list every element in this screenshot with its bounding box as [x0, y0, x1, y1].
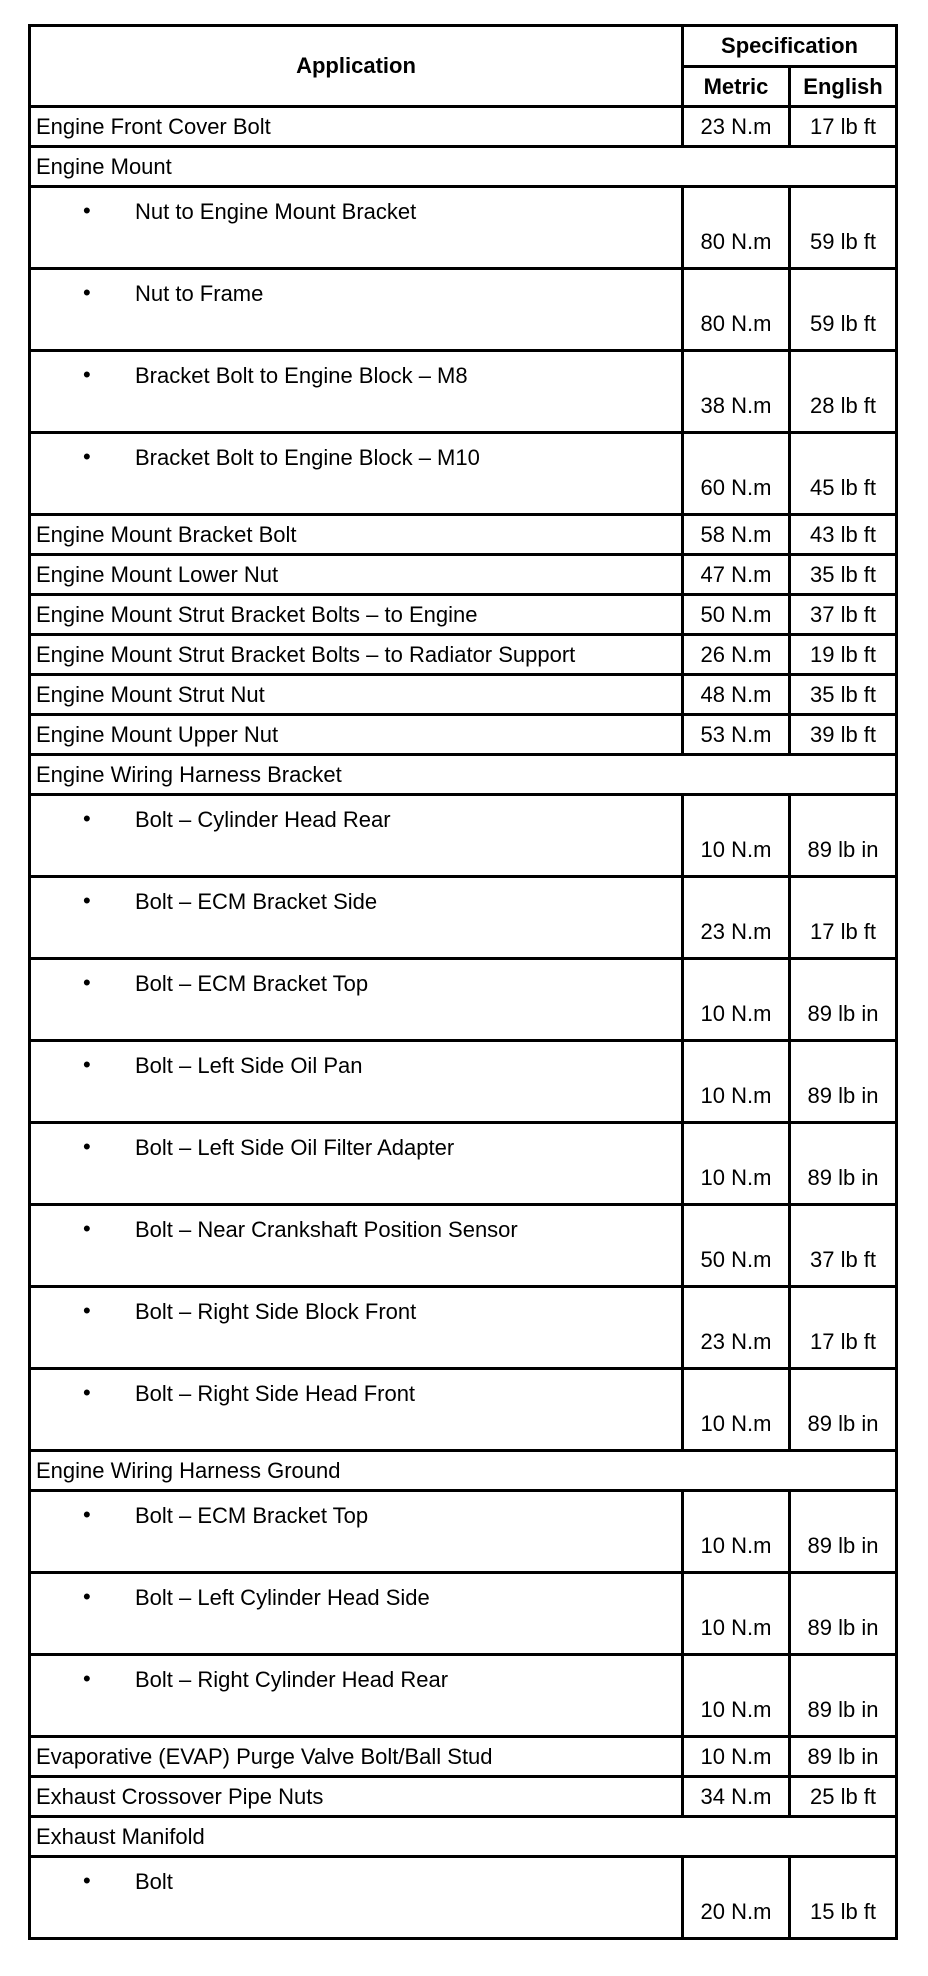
- english-cell: 89 lb in: [790, 1369, 897, 1451]
- table-row: [30, 1041, 897, 1123]
- metric-cell: 10 N.m: [683, 1491, 790, 1573]
- table-row: [30, 515, 897, 555]
- metric-cell: 50 N.m: [683, 595, 790, 635]
- application-text: Bolt – Left Side Oil Pan: [135, 1053, 363, 1078]
- application-text: Bolt – Cylinder Head Rear: [135, 807, 391, 832]
- application-text: Bolt – ECM Bracket Side: [135, 889, 378, 914]
- table-row: [30, 433, 897, 515]
- application-cell: [30, 1287, 683, 1369]
- table-row: [30, 269, 897, 351]
- header-specification: Specification: [683, 26, 897, 67]
- application-text: Bolt – Right Side Head Front: [135, 1381, 416, 1406]
- header-application: Application: [30, 26, 683, 107]
- english-cell: 89 lb in: [790, 1123, 897, 1205]
- application-cell: Evaporative (EVAP) Purge Valve Bolt/Ball Stud: [30, 1737, 683, 1777]
- english-cell: 89 lb in: [790, 1737, 897, 1777]
- english-cell: 17 lb ft: [790, 107, 897, 147]
- bullet-icon: •: [83, 1298, 91, 1323]
- english-cell: 59 lb ft: [790, 187, 897, 269]
- english-cell: 89 lb in: [790, 959, 897, 1041]
- bullet-icon: •: [83, 1502, 91, 1527]
- metric-cell: 10 N.m: [683, 1369, 790, 1451]
- table-row: [30, 1737, 897, 1777]
- application-text: Bolt – ECM Bracket Top: [135, 1503, 369, 1528]
- metric-cell: 23 N.m: [683, 877, 790, 959]
- english-cell: 43 lb ft: [790, 515, 897, 555]
- application-cell: Engine Mount Lower Nut: [30, 555, 683, 595]
- application-cell: [30, 795, 683, 877]
- bullet-icon: •: [83, 1666, 91, 1691]
- group-label: Engine Wiring Harness Ground: [30, 1451, 897, 1491]
- application-cell: [30, 433, 683, 515]
- table-row: [30, 675, 897, 715]
- metric-cell: 23 N.m: [683, 107, 790, 147]
- table-row: [30, 1369, 897, 1451]
- english-cell: 37 lb ft: [790, 1205, 897, 1287]
- english-cell: 59 lb ft: [790, 269, 897, 351]
- application-cell: [30, 877, 683, 959]
- bullet-icon: •: [83, 198, 91, 223]
- english-cell: 45 lb ft: [790, 433, 897, 515]
- bullet-icon: •: [83, 1134, 91, 1159]
- bullet-icon: •: [83, 362, 91, 387]
- metric-cell: 34 N.m: [683, 1777, 790, 1817]
- english-cell: 28 lb ft: [790, 351, 897, 433]
- group-row: [30, 1817, 897, 1857]
- metric-cell: 23 N.m: [683, 1287, 790, 1369]
- english-cell: 35 lb ft: [790, 555, 897, 595]
- application-text: Bolt – ECM Bracket Top: [135, 971, 369, 996]
- english-cell: 19 lb ft: [790, 635, 897, 675]
- table-row: [30, 1777, 897, 1817]
- application-cell: [30, 187, 683, 269]
- bullet-icon: •: [83, 444, 91, 469]
- table-row: [30, 1287, 897, 1369]
- torque-spec-table: [28, 24, 898, 1940]
- bullet-icon: •: [83, 1380, 91, 1405]
- application-text: Bracket Bolt to Engine Block – M10: [135, 445, 480, 470]
- metric-cell: 50 N.m: [683, 1205, 790, 1287]
- table-row: [30, 187, 897, 269]
- application-text: Bolt: [135, 1869, 173, 1894]
- bullet-icon: •: [83, 1052, 91, 1077]
- group-row: [30, 755, 897, 795]
- english-cell: 89 lb in: [790, 1573, 897, 1655]
- group-row: [30, 1451, 897, 1491]
- application-cell: Engine Front Cover Bolt: [30, 107, 683, 147]
- application-text: Bolt – Left Side Oil Filter Adapter: [135, 1135, 455, 1160]
- table-row: [30, 877, 897, 959]
- header-english: English: [790, 67, 897, 107]
- english-cell: 17 lb ft: [790, 877, 897, 959]
- application-cell: [30, 959, 683, 1041]
- metric-cell: 10 N.m: [683, 1041, 790, 1123]
- application-cell: [30, 351, 683, 433]
- group-label: Exhaust Manifold: [30, 1817, 897, 1857]
- metric-cell: 10 N.m: [683, 1655, 790, 1737]
- metric-cell: 80 N.m: [683, 187, 790, 269]
- table-row: [30, 1123, 897, 1205]
- application-cell: Exhaust Crossover Pipe Nuts: [30, 1777, 683, 1817]
- bullet-icon: •: [83, 1584, 91, 1609]
- application-cell: [30, 269, 683, 351]
- english-cell: 25 lb ft: [790, 1777, 897, 1817]
- application-cell: [30, 1041, 683, 1123]
- bullet-icon: •: [83, 1868, 91, 1893]
- application-cell: [30, 1369, 683, 1451]
- application-cell: [30, 1655, 683, 1737]
- english-cell: 35 lb ft: [790, 675, 897, 715]
- application-cell: [30, 1205, 683, 1287]
- metric-cell: 10 N.m: [683, 1573, 790, 1655]
- table-row: [30, 1655, 897, 1737]
- bullet-icon: •: [83, 1216, 91, 1241]
- table-row: [30, 959, 897, 1041]
- metric-cell: 60 N.m: [683, 433, 790, 515]
- bullet-icon: •: [83, 806, 91, 831]
- metric-cell: 80 N.m: [683, 269, 790, 351]
- metric-cell: 58 N.m: [683, 515, 790, 555]
- application-text: Bolt – Right Side Block Front: [135, 1299, 417, 1324]
- bullet-icon: •: [83, 280, 91, 305]
- application-cell: Engine Mount Strut Bracket Bolts – to Engine: [30, 595, 683, 635]
- table-row: [30, 1857, 897, 1939]
- table-row: [30, 795, 897, 877]
- english-cell: 89 lb in: [790, 1041, 897, 1123]
- application-text: Nut to Frame: [135, 281, 264, 306]
- bullet-icon: •: [83, 970, 91, 995]
- group-label: Engine Mount: [30, 147, 897, 187]
- metric-cell: 26 N.m: [683, 635, 790, 675]
- table-row: [30, 555, 897, 595]
- application-text: Bolt – Right Cylinder Head Rear: [135, 1667, 449, 1692]
- metric-cell: 20 N.m: [683, 1857, 790, 1939]
- english-cell: 37 lb ft: [790, 595, 897, 635]
- application-text: Bolt – Near Crankshaft Position Sensor: [135, 1217, 518, 1242]
- metric-cell: 38 N.m: [683, 351, 790, 433]
- table-row: [30, 715, 897, 755]
- application-cell: [30, 1573, 683, 1655]
- metric-cell: 10 N.m: [683, 1737, 790, 1777]
- table-row: [30, 351, 897, 433]
- application-cell: [30, 1857, 683, 1939]
- english-cell: 89 lb in: [790, 1491, 897, 1573]
- application-cell: Engine Mount Upper Nut: [30, 715, 683, 755]
- table-row: [30, 635, 897, 675]
- application-cell: Engine Mount Strut Bracket Bolts – to Radiator Support: [30, 635, 683, 675]
- application-cell: [30, 1123, 683, 1205]
- english-cell: 39 lb ft: [790, 715, 897, 755]
- english-cell: 89 lb in: [790, 1655, 897, 1737]
- table-row: [30, 1205, 897, 1287]
- application-cell: Engine Mount Bracket Bolt: [30, 515, 683, 555]
- application-cell: Engine Mount Strut Nut: [30, 675, 683, 715]
- table-row: [30, 1573, 897, 1655]
- table-row: [30, 1491, 897, 1573]
- metric-cell: 10 N.m: [683, 795, 790, 877]
- english-cell: 17 lb ft: [790, 1287, 897, 1369]
- application-cell: [30, 1491, 683, 1573]
- application-text: Nut to Engine Mount Bracket: [135, 199, 417, 224]
- metric-cell: 10 N.m: [683, 1123, 790, 1205]
- table-row: [30, 595, 897, 635]
- spec-rows: [30, 107, 897, 1939]
- application-text: Bracket Bolt to Engine Block – M8: [135, 363, 468, 388]
- bullet-icon: •: [83, 888, 91, 913]
- metric-cell: 10 N.m: [683, 959, 790, 1041]
- metric-cell: 53 N.m: [683, 715, 790, 755]
- table-row: [30, 107, 897, 147]
- english-cell: 15 lb ft: [790, 1857, 897, 1939]
- group-label: Engine Wiring Harness Bracket: [30, 755, 897, 795]
- metric-cell: 48 N.m: [683, 675, 790, 715]
- english-cell: 89 lb in: [790, 795, 897, 877]
- application-text: Bolt – Left Cylinder Head Side: [135, 1585, 430, 1610]
- header-metric: Metric: [683, 67, 790, 107]
- group-row: [30, 147, 897, 187]
- metric-cell: 47 N.m: [683, 555, 790, 595]
